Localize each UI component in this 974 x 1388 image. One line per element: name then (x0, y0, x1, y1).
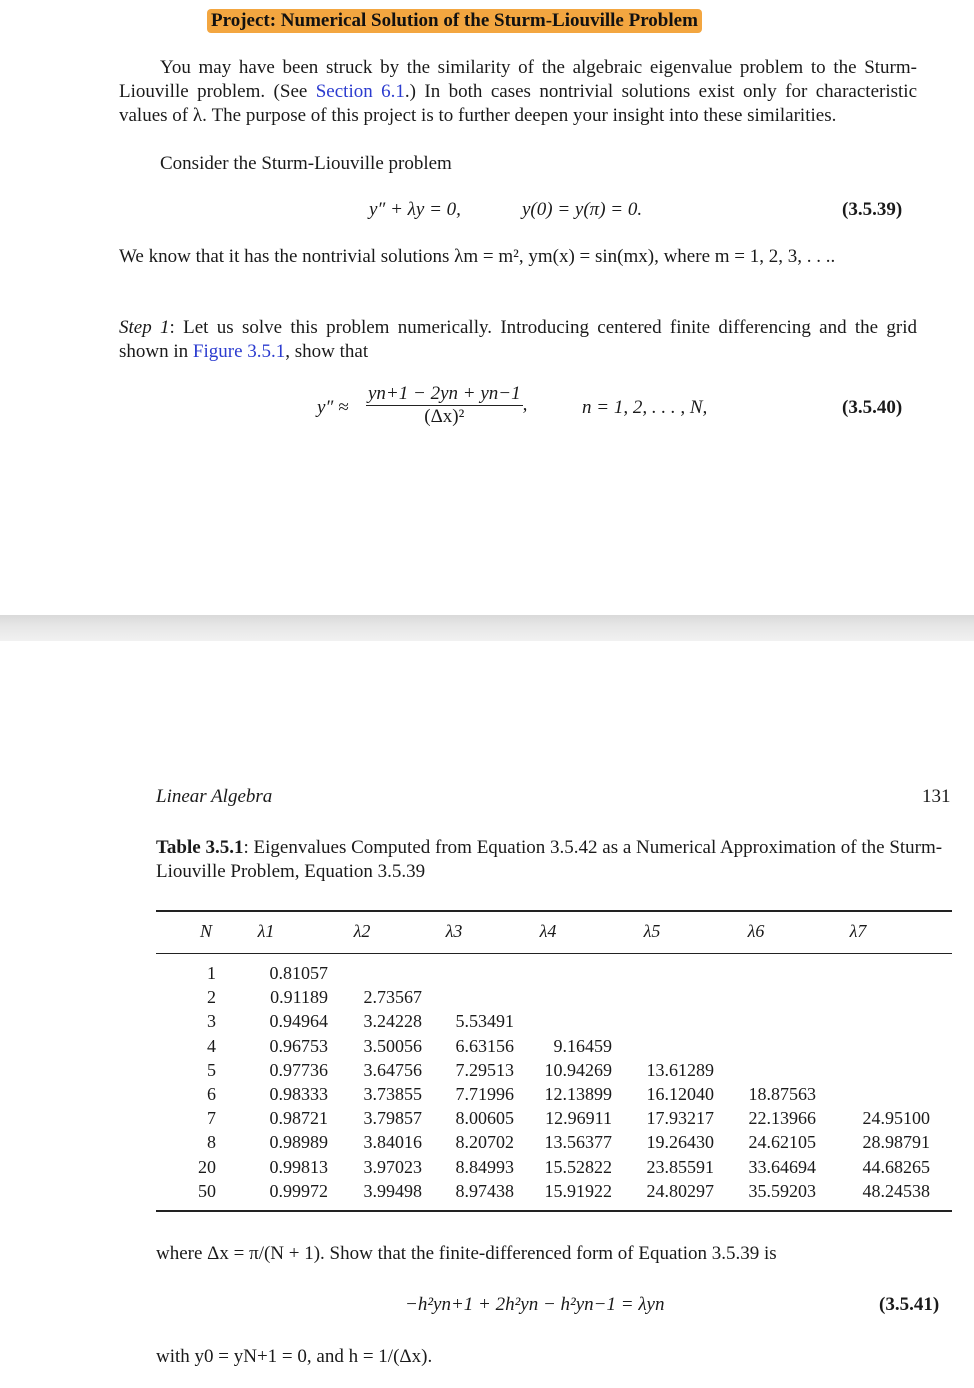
eq-3539-bc: y(0) = y(π) = 0. (522, 199, 643, 220)
table-cell-eigenvalue: 3.99498 (363, 1180, 422, 1201)
known-solutions: We know that it has the nontrivial solutions λm = m², ym(x) = sin(mx), where m = 1, 2, 3, . . .. (119, 246, 836, 267)
table-cell-eigenvalue: 0.99972 (269, 1180, 328, 1201)
table-cell-eigenvalue: 0.97736 (269, 1059, 328, 1080)
table-cell-eigenvalue: 33.64694 (748, 1156, 816, 1177)
table-cell-eigenvalue: 48.24538 (862, 1180, 930, 1201)
eq-3539-number: (3.5.39) (842, 199, 903, 220)
table-cell-n: 3 (207, 1011, 216, 1032)
table-cell-eigenvalue: 7.71996 (455, 1084, 514, 1104)
running-header: Linear Algebra (156, 786, 273, 807)
eq-3540-fraction: $\frac{yn+1 - 2yn + yn-1}{\text{(Δx)²}}$ , (368, 383, 528, 427)
table-row (156, 963, 952, 987)
eq-3539-lhs: y″ + λy = 0, (369, 199, 461, 220)
table-header-cell: λ7 (849, 921, 867, 941)
page-number: 131 (922, 786, 951, 807)
table-cell-n: 20 (198, 1156, 216, 1177)
table-top-rule (156, 910, 952, 912)
table-cell-eigenvalue: 5.53491 (455, 1011, 514, 1032)
table-cell-eigenvalue: 23.85591 (646, 1156, 714, 1177)
table-cell-eigenvalue: 3.24228 (363, 1011, 422, 1032)
table-cell-eigenvalue: 0.98333 (269, 1084, 328, 1104)
table-row (156, 987, 952, 1011)
intro-text-b: .) In both cases nontrivial solutions exist only for characteristic values of λ. The purpose of this project is to further deepen your insight into these similarities. (119, 81, 917, 126)
table-cell-eigenvalue: 6.63156 (455, 1035, 514, 1056)
table-cell-eigenvalue: 35.59203 (748, 1180, 816, 1201)
eq-3540-lhs: y″ ≈ (317, 397, 349, 418)
table-cell-eigenvalue: 3.73855 (363, 1084, 422, 1104)
table-row (156, 1036, 952, 1060)
step1-text-a: : Let us solve this problem numerically. Introducing centered finite differencing and the grid shown in (119, 317, 918, 362)
table-cell-eigenvalue: 13.61289 (646, 1059, 714, 1080)
table-cell-eigenvalue: 0.96753 (269, 1035, 328, 1056)
table-cell-eigenvalue: 12.96911 (545, 1108, 612, 1129)
table-cell-n: 7 (207, 1108, 216, 1129)
table-cell-eigenvalue: 3.84016 (363, 1132, 422, 1153)
table-cell-eigenvalue: 12.13899 (544, 1084, 612, 1104)
table-cell-eigenvalue: 17.93217 (646, 1108, 714, 1129)
table-cell-eigenvalue: 0.99813 (269, 1156, 328, 1177)
table-cell-eigenvalue: 8.00605 (455, 1108, 514, 1129)
table-row (156, 1060, 952, 1084)
table-row (156, 1132, 952, 1156)
table-cell-eigenvalue: 24.62105 (748, 1132, 816, 1153)
table-cell-eigenvalue: 7.29513 (455, 1059, 514, 1080)
eq-3540-range: n = 1, 2, . . . , N, (582, 397, 708, 418)
table-header-cell: λ2 (353, 921, 371, 941)
table-cell-eigenvalue: 3.64756 (363, 1059, 422, 1080)
intro-paragraph (119, 56, 917, 128)
table-caption-text: : Eigenvalues Computed from Equation 3.5.42 as a Numerical Approximation of the Sturm-Liouville Problem, Equation 3.5.39 (156, 837, 943, 882)
table-cell-eigenvalue: 0.98721 (269, 1108, 328, 1129)
project-title: Project: Numerical Solution of the Sturm-Liouville Problem (207, 9, 702, 33)
table-cell-eigenvalue: 3.50056 (363, 1035, 422, 1056)
step1-text-b: , show that (285, 341, 369, 362)
table-cell-eigenvalue: 15.52822 (544, 1156, 612, 1177)
consider-text: Consider the Sturm-Liouville problem (160, 153, 452, 174)
table-header-cell: λ3 (445, 921, 463, 941)
table-cell-eigenvalue: 0.98989 (269, 1132, 328, 1153)
table-header-rule (156, 953, 952, 954)
table-cell-eigenvalue: 3.79857 (363, 1108, 422, 1129)
table-cell-eigenvalue: 10.94269 (544, 1059, 612, 1080)
section-link[interactable]: Section 6.1 (315, 81, 405, 102)
table-cell-eigenvalue: 18.87563 (748, 1084, 816, 1104)
table-cell-n: 1 (207, 963, 216, 983)
table-cell-eigenvalue: 19.26430 (646, 1132, 714, 1153)
table-caption-label: Table 3.5.1 (156, 837, 244, 858)
table-cell-eigenvalue: 3.97023 (363, 1156, 422, 1177)
eq-3540-number: (3.5.40) (842, 397, 903, 418)
table-cell-eigenvalue: 8.97438 (455, 1180, 514, 1201)
table-row (156, 1157, 952, 1181)
eq-3540-numerator: yn+1 − 2yn + yn−1 (368, 383, 521, 404)
eigenvalue-table (156, 963, 952, 1203)
table-cell-eigenvalue: 8.20702 (455, 1132, 514, 1153)
table-cell-eigenvalue: 24.95100 (862, 1108, 930, 1129)
table-cell-eigenvalue: 2.73567 (363, 987, 422, 1008)
eq-3541-number: (3.5.41) (879, 1294, 940, 1315)
table-cell-eigenvalue: 28.98791 (862, 1132, 930, 1153)
table-cell-eigenvalue: 44.68265 (862, 1156, 930, 1177)
table-header-cell: λ4 (539, 921, 557, 941)
table-cell-n: 2 (207, 987, 216, 1008)
table-header-cell: N (199, 921, 212, 941)
table-row (156, 1108, 952, 1132)
table-cell-eigenvalue: 24.80297 (646, 1180, 714, 1201)
table-cell-eigenvalue: 0.81057 (269, 963, 328, 983)
table-cell-n: 6 (207, 1084, 216, 1104)
table-bottom-rule (156, 1210, 952, 1212)
after-table-text: where Δx = π/(N + 1). Show that the finite-differenced form of Equation 3.5.39 is (156, 1243, 777, 1264)
step1-label: Step 1 (119, 317, 170, 338)
table-cell-eigenvalue: 8.84993 (455, 1156, 514, 1177)
table-cell-eigenvalue: 16.12040 (646, 1084, 714, 1104)
table-cell-eigenvalue: 0.91189 (270, 987, 328, 1008)
table-cell-eigenvalue: 22.13966 (748, 1108, 816, 1129)
table-cell-n: 4 (207, 1035, 216, 1056)
table-cell-eigenvalue: 0.94964 (269, 1011, 328, 1032)
table-cell-n: 5 (207, 1059, 216, 1080)
table-row (156, 1084, 952, 1108)
eq-3540-denominator: (Δx)² (424, 406, 465, 427)
table-header-cell: λ5 (643, 921, 661, 941)
table-cell-eigenvalue: 15.91922 (544, 1180, 612, 1201)
table-cell-eigenvalue: 13.56377 (544, 1132, 612, 1153)
table-cell-eigenvalue: 9.16459 (553, 1035, 612, 1056)
eq-3541-expression: −h²yn+1 + 2h²yn − h²yn−1 = λyn (405, 1294, 665, 1315)
final-line: with y0 = yN+1 = 0, and h = 1/(Δx). (156, 1346, 433, 1367)
table-row (156, 1011, 952, 1035)
figure-link[interactable]: Figure 3.5.1 (192, 341, 286, 362)
table-caption (156, 836, 954, 884)
table-row (156, 1181, 952, 1205)
table-header (156, 921, 952, 947)
page-divider (0, 615, 974, 641)
table-header-cell: λ6 (747, 921, 765, 941)
intro-text-a: You may have been struck by the similarity of the algebraic eigenvalue problem to the Sturm-Liouville problem. (See (119, 57, 917, 102)
table-cell-n: 8 (207, 1132, 216, 1153)
table-cell-n: 50 (198, 1180, 216, 1201)
table-header-cell: λ1 (257, 921, 275, 941)
step1-paragraph (119, 316, 917, 364)
